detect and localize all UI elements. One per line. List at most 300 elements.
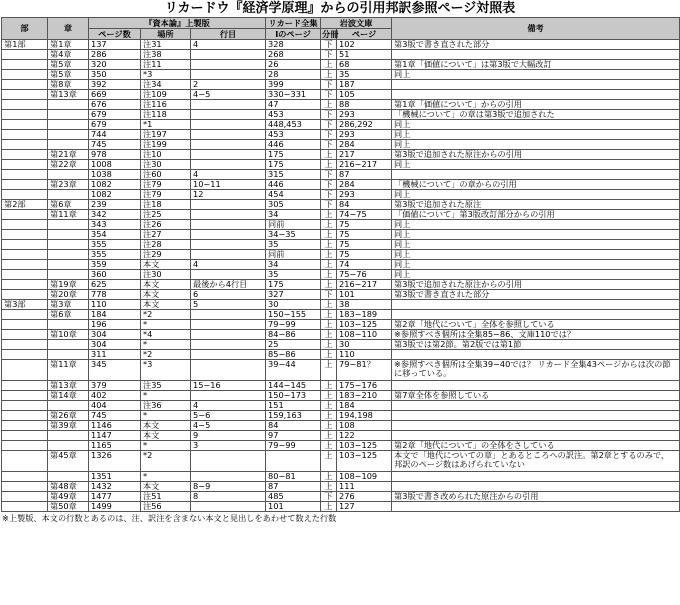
cell-biko	[392, 431, 680, 441]
cell-ricardo-page: 399	[266, 80, 321, 90]
cell-basho: 注26	[141, 220, 191, 230]
cell-bu	[2, 220, 48, 230]
cell-bunsatsu: 上	[321, 270, 337, 280]
cell-iwanami-page: 38	[337, 300, 392, 310]
table-row	[2, 150, 680, 160]
table-row	[2, 431, 680, 441]
cell-bu	[2, 270, 48, 280]
cell-bunsatsu: 上	[321, 210, 337, 220]
cell-bu	[2, 60, 48, 70]
cell-biko: 第1章「価値について」からの引用	[392, 100, 680, 110]
cell-iwanami-page: 284	[337, 180, 392, 190]
cell-basho: *	[141, 411, 191, 421]
cell-bu	[2, 280, 48, 290]
cell-basho: 注51	[141, 492, 191, 502]
cell-bunsatsu: 上	[321, 260, 337, 270]
table-row	[2, 70, 680, 80]
cell-basho: 注29	[141, 250, 191, 260]
cell-iwanami-page: 84	[337, 200, 392, 210]
cell-ricardo-page: 47	[266, 100, 321, 110]
cell-bunsatsu: 下	[321, 170, 337, 180]
table-row	[2, 310, 680, 320]
table-row	[2, 240, 680, 250]
cell-page-count: 625	[89, 280, 141, 290]
cell-sho	[48, 190, 89, 200]
cell-ricardo-page: 151	[266, 401, 321, 411]
cell-gyome: 4	[191, 170, 266, 180]
cell-gyome	[191, 200, 266, 210]
cell-bu	[2, 190, 48, 200]
table-row	[2, 472, 680, 482]
cell-page-count: 402	[89, 391, 141, 401]
cell-biko: 第3版で書き改められた原注からの引用	[392, 492, 680, 502]
cell-ricardo-page: 328	[266, 40, 321, 50]
cell-gyome: 4	[191, 401, 266, 411]
cell-bunsatsu: 下	[321, 80, 337, 90]
cell-biko: 第3版で追加された原注からの引用	[392, 150, 680, 160]
cell-bu	[2, 431, 48, 441]
cell-sho	[48, 320, 89, 330]
cell-gyome	[191, 391, 266, 401]
cell-biko: 第1章「価値について」は第3版で大幅改訂	[392, 60, 680, 70]
cell-iwanami-page: 105	[337, 90, 392, 100]
cell-page-count: 342	[89, 210, 141, 220]
cell-basho: *2	[141, 310, 191, 320]
cell-ricardo-page: 同前	[266, 250, 321, 260]
cell-biko: 「機械について」の章は第3版で追加された	[392, 110, 680, 120]
cell-basho: 注109	[141, 90, 191, 100]
cell-biko: 同上	[392, 120, 680, 130]
cell-page-count: 1499	[89, 502, 141, 512]
page-title: リカードウ『経済学原理』からの引用邦訳参照ページ対照表	[164, 1, 516, 16]
cell-iwanami-page: 194,198	[337, 411, 392, 421]
cell-ricardo-page: 175	[266, 280, 321, 290]
cell-bu	[2, 50, 48, 60]
table-row	[2, 492, 680, 502]
cell-basho: 注79	[141, 180, 191, 190]
cell-gyome	[191, 210, 266, 220]
cell-ricardo-page: 84−86	[266, 330, 321, 340]
cell-biko: 同上	[392, 160, 680, 170]
cell-biko	[392, 472, 680, 482]
cell-bu	[2, 401, 48, 411]
cell-ricardo-page: 34	[266, 210, 321, 220]
table-row	[2, 50, 680, 60]
cell-basho: *1	[141, 120, 191, 130]
cell-bunsatsu: 上	[321, 451, 337, 472]
cell-iwanami-page: 293	[337, 130, 392, 140]
cell-iwanami-page: 216−217	[337, 280, 392, 290]
cell-sho: 第8章	[48, 80, 89, 90]
cell-gyome	[191, 150, 266, 160]
cell-bunsatsu: 下	[321, 140, 337, 150]
cell-ricardo-page: 35	[266, 270, 321, 280]
cell-bu	[2, 350, 48, 360]
cell-iwanami-page: 293	[337, 110, 392, 120]
cell-bu: 第2部	[2, 200, 48, 210]
cell-biko: 第2章「地代について」全体を参照している	[392, 320, 680, 330]
cell-basho: *	[141, 391, 191, 401]
cell-sho	[48, 110, 89, 120]
cell-page-count: 978	[89, 150, 141, 160]
cell-iwanami-page: 108	[337, 421, 392, 431]
cell-page-count: 1477	[89, 492, 141, 502]
cell-sho	[48, 140, 89, 150]
cell-basho: *	[141, 441, 191, 451]
table-row	[2, 451, 680, 472]
cell-gyome	[191, 350, 266, 360]
cell-biko: 同上	[392, 190, 680, 200]
cell-sho	[48, 472, 89, 482]
cell-ricardo-page: 97	[266, 431, 321, 441]
cell-gyome	[191, 360, 266, 381]
cell-gyome: 4−5	[191, 90, 266, 100]
cell-gyome: 6	[191, 290, 266, 300]
cell-gyome: 9	[191, 431, 266, 441]
cell-bunsatsu: 下	[321, 200, 337, 210]
cell-iwanami-page: 284	[337, 140, 392, 150]
cell-biko: 第7章全体を参照している	[392, 391, 680, 401]
cell-page-count: 1082	[89, 190, 141, 200]
cell-iwanami-page: 30	[337, 340, 392, 350]
cell-biko: 「価値について」第3版改訂部分からの引用	[392, 210, 680, 220]
cell-ricardo-page: 28	[266, 70, 321, 80]
cell-iwanami-page: 183−210	[337, 391, 392, 401]
table-row	[2, 411, 680, 421]
cell-bu	[2, 100, 48, 110]
cell-iwanami-page: 175−176	[337, 381, 392, 391]
table-row	[2, 130, 680, 140]
cell-basho: 注38	[141, 50, 191, 60]
cell-bu	[2, 360, 48, 381]
cell-iwanami-page: 108−109	[337, 472, 392, 482]
cell-bu	[2, 80, 48, 90]
cell-page-count: 239	[89, 200, 141, 210]
table-row	[2, 100, 680, 110]
cell-basho: 本文	[141, 260, 191, 270]
cell-bu	[2, 330, 48, 340]
cell-biko: 同上	[392, 70, 680, 80]
reference-table	[1, 17, 680, 512]
table-row	[2, 280, 680, 290]
cell-ricardo-page: 85−86	[266, 350, 321, 360]
cell-page-count: 392	[89, 80, 141, 90]
cell-sho: 第13章	[48, 90, 89, 100]
cell-iwanami-page: 127	[337, 502, 392, 512]
cell-ricardo-page: 34−35	[266, 230, 321, 240]
header-bu: 部	[2, 18, 48, 40]
cell-iwanami-page: 122	[337, 431, 392, 441]
cell-basho: 注60	[141, 170, 191, 180]
table-row	[2, 421, 680, 431]
cell-sho: 第10章	[48, 330, 89, 340]
cell-bunsatsu: 上	[321, 340, 337, 350]
cell-bu	[2, 290, 48, 300]
cell-basho: 本文	[141, 421, 191, 431]
cell-page-count: 345	[89, 360, 141, 381]
cell-bunsatsu: 上	[321, 250, 337, 260]
cell-gyome: 2	[191, 80, 266, 90]
cell-basho: 本文	[141, 300, 191, 310]
cell-iwanami-page: 187	[337, 80, 392, 90]
cell-bunsatsu: 上	[321, 280, 337, 290]
cell-biko: ※参照すべき個所は全集39−40では？ リカード全集43ページからは次の節に移っている。	[392, 360, 680, 381]
cell-ricardo-page: 175	[266, 160, 321, 170]
cell-bu	[2, 250, 48, 260]
cell-sho: 第5章	[48, 60, 89, 70]
cell-sho	[48, 100, 89, 110]
cell-gyome	[191, 50, 266, 60]
cell-bunsatsu: 下	[321, 180, 337, 190]
cell-page-count: 1432	[89, 482, 141, 492]
cell-sho: 第26章	[48, 411, 89, 421]
cell-page-count: 744	[89, 130, 141, 140]
cell-basho: 注27	[141, 230, 191, 240]
cell-bu	[2, 421, 48, 431]
cell-iwanami-page: 216−217	[337, 160, 392, 170]
cell-iwanami-page: 276	[337, 492, 392, 502]
cell-sho	[48, 120, 89, 130]
cell-bunsatsu: 上	[321, 441, 337, 451]
footnote: ※上製版、本文の行数とあるのは、注、訳注を含まない本文と見出しをあわせて数えた行数	[2, 513, 337, 523]
cell-sho	[48, 431, 89, 441]
cell-gyome	[191, 120, 266, 130]
cell-iwanami-page: 217	[337, 150, 392, 160]
table-row	[2, 40, 680, 50]
cell-bu	[2, 150, 48, 160]
cell-ricardo-page: 446	[266, 180, 321, 190]
cell-gyome	[191, 60, 266, 70]
cell-ricardo-page: 330−331	[266, 90, 321, 100]
cell-bu	[2, 310, 48, 320]
table-row	[2, 340, 680, 350]
cell-bunsatsu: 上	[321, 472, 337, 482]
cell-gyome: 5−6	[191, 411, 266, 421]
table-body	[2, 40, 680, 512]
cell-biko	[392, 502, 680, 512]
cell-bunsatsu: 下	[321, 492, 337, 502]
cell-biko: 同上	[392, 260, 680, 270]
cell-bu	[2, 170, 48, 180]
cell-basho: *3	[141, 70, 191, 80]
cell-basho: 注28	[141, 240, 191, 250]
table-row	[2, 290, 680, 300]
cell-basho: 注11	[141, 60, 191, 70]
cell-bunsatsu: 上	[321, 411, 337, 421]
cell-bu	[2, 130, 48, 140]
header-bunsatsu: 分冊	[322, 28, 339, 39]
cell-bu	[2, 451, 48, 472]
cell-ricardo-page: 150−173	[266, 391, 321, 401]
cell-ricardo-page: 34	[266, 260, 321, 270]
table-row	[2, 60, 680, 70]
cell-iwanami-page: 108−110	[337, 330, 392, 340]
cell-ricardo-page: 454	[266, 190, 321, 200]
cell-sho	[48, 240, 89, 250]
cell-bu	[2, 340, 48, 350]
cell-ricardo-page: 453	[266, 130, 321, 140]
cell-page-count: 1082	[89, 180, 141, 190]
cell-bunsatsu: 下	[321, 90, 337, 100]
cell-bunsatsu: 上	[321, 502, 337, 512]
cell-basho: 注118	[141, 110, 191, 120]
cell-bu: 第1部	[2, 40, 48, 50]
header-gyome: 行目	[191, 29, 266, 40]
cell-sho: 第4章	[48, 50, 89, 60]
cell-sho	[48, 270, 89, 280]
cell-bu	[2, 260, 48, 270]
cell-basho: 注36	[141, 401, 191, 411]
cell-bu	[2, 441, 48, 451]
cell-iwanami-page: 68	[337, 60, 392, 70]
cell-ricardo-page: 327	[266, 290, 321, 300]
cell-sho: 第49章	[48, 492, 89, 502]
cell-sho: 第19章	[48, 280, 89, 290]
table-row	[2, 502, 680, 512]
cell-basho: 本文	[141, 431, 191, 441]
cell-biko	[392, 50, 680, 60]
cell-gyome: 4	[191, 260, 266, 270]
cell-ricardo-page: 485	[266, 492, 321, 502]
cell-basho: 注18	[141, 200, 191, 210]
cell-sho: 第23章	[48, 180, 89, 190]
cell-gyome	[191, 220, 266, 230]
cell-iwanami-page: 183−189	[337, 310, 392, 320]
cell-bunsatsu: 上	[321, 482, 337, 492]
table-row	[2, 90, 680, 100]
cell-gyome: 8−9	[191, 482, 266, 492]
header-iwanami: 岩波文庫	[321, 18, 392, 29]
cell-bu	[2, 492, 48, 502]
cell-sho	[48, 250, 89, 260]
cell-iwanami-page: 184	[337, 401, 392, 411]
table-row	[2, 210, 680, 220]
cell-iwanami-page: 111	[337, 482, 392, 492]
cell-page-count: 355	[89, 240, 141, 250]
table-row	[2, 250, 680, 260]
cell-sho: 第13章	[48, 381, 89, 391]
cell-page-count: 1038	[89, 170, 141, 180]
cell-basho: 本文	[141, 482, 191, 492]
cell-page-count: 350	[89, 70, 141, 80]
cell-ricardo-page: 144−145	[266, 381, 321, 391]
cell-sho: 第22章	[48, 160, 89, 170]
cell-bu	[2, 230, 48, 240]
cell-biko	[392, 350, 680, 360]
cell-page-count: 778	[89, 290, 141, 300]
cell-sho	[48, 340, 89, 350]
cell-basho: *3	[141, 360, 191, 381]
cell-bunsatsu: 下	[321, 190, 337, 200]
cell-ricardo-page: 159,163	[266, 411, 321, 421]
cell-bunsatsu: 上	[321, 421, 337, 431]
cell-iwanami-page: 102	[337, 40, 392, 50]
cell-bunsatsu: 上	[321, 310, 337, 320]
cell-sho	[48, 401, 89, 411]
header-biko: 備考	[392, 18, 680, 40]
cell-ricardo-page: 84	[266, 421, 321, 431]
cell-gyome	[191, 140, 266, 150]
cell-page-count: 1326	[89, 451, 141, 472]
cell-sho: 第6章	[48, 310, 89, 320]
cell-ricardo-page: 150−155	[266, 310, 321, 320]
cell-iwanami-page: 79−81？	[337, 360, 392, 381]
cell-biko	[392, 170, 680, 180]
cell-bunsatsu: 上	[321, 401, 337, 411]
cell-bunsatsu: 上	[321, 70, 337, 80]
cell-biko	[392, 80, 680, 90]
cell-sho	[48, 230, 89, 240]
cell-biko: 第3版で追加された原注からの引用	[392, 280, 680, 290]
cell-basho: *2	[141, 350, 191, 360]
cell-basho: 注30	[141, 270, 191, 280]
table-row	[2, 120, 680, 130]
cell-page-count: 379	[89, 381, 141, 391]
cell-iwanami-page: 286,292	[337, 120, 392, 130]
cell-bu	[2, 240, 48, 250]
cell-biko	[392, 421, 680, 431]
cell-bunsatsu: 下	[321, 120, 337, 130]
cell-gyome	[191, 240, 266, 250]
cell-bunsatsu: 上	[321, 320, 337, 330]
cell-page-count: 184	[89, 310, 141, 320]
cell-ricardo-page: 268	[266, 50, 321, 60]
cell-page-count: 320	[89, 60, 141, 70]
cell-page-count: 1351	[89, 472, 141, 482]
cell-sho	[48, 350, 89, 360]
cell-sho: 第11章	[48, 360, 89, 381]
cell-gyome	[191, 270, 266, 280]
cell-bu	[2, 381, 48, 391]
cell-page-count: 745	[89, 140, 141, 150]
cell-basho: 注34	[141, 80, 191, 90]
cell-biko	[392, 401, 680, 411]
cell-gyome	[191, 330, 266, 340]
cell-sho: 第11章	[48, 210, 89, 220]
cell-biko	[392, 482, 680, 492]
table-row	[2, 220, 680, 230]
cell-gyome	[191, 320, 266, 330]
cell-basho: 注56	[141, 502, 191, 512]
cell-bunsatsu: 上	[321, 330, 337, 340]
cell-biko: 第3版では第2節。第2版では第1節	[392, 340, 680, 350]
cell-ricardo-page: 453	[266, 110, 321, 120]
cell-ricardo-page: 175	[266, 150, 321, 160]
cell-iwanami-page: 74	[337, 260, 392, 270]
cell-page-count: 669	[89, 90, 141, 100]
cell-biko: 第3版で書き直された部分	[392, 40, 680, 50]
cell-page-count: 360	[89, 270, 141, 280]
cell-bunsatsu: 上	[321, 220, 337, 230]
cell-page-count: 679	[89, 110, 141, 120]
cell-biko: 同上	[392, 250, 680, 260]
cell-sho: 第6章	[48, 200, 89, 210]
table-row	[2, 360, 680, 381]
cell-biko: 同上	[392, 130, 680, 140]
table-row	[2, 170, 680, 180]
cell-biko	[392, 381, 680, 391]
cell-bu: 第3部	[2, 300, 48, 310]
table-row	[2, 391, 680, 401]
cell-ricardo-page: 80−81	[266, 472, 321, 482]
cell-biko: 同上	[392, 220, 680, 230]
table-row	[2, 350, 680, 360]
cell-biko	[392, 90, 680, 100]
cell-bu	[2, 70, 48, 80]
cell-basho: 本文	[141, 280, 191, 290]
cell-biko: 第2章「地代について」の全体をさしている	[392, 441, 680, 451]
cell-ricardo-page: 315	[266, 170, 321, 180]
